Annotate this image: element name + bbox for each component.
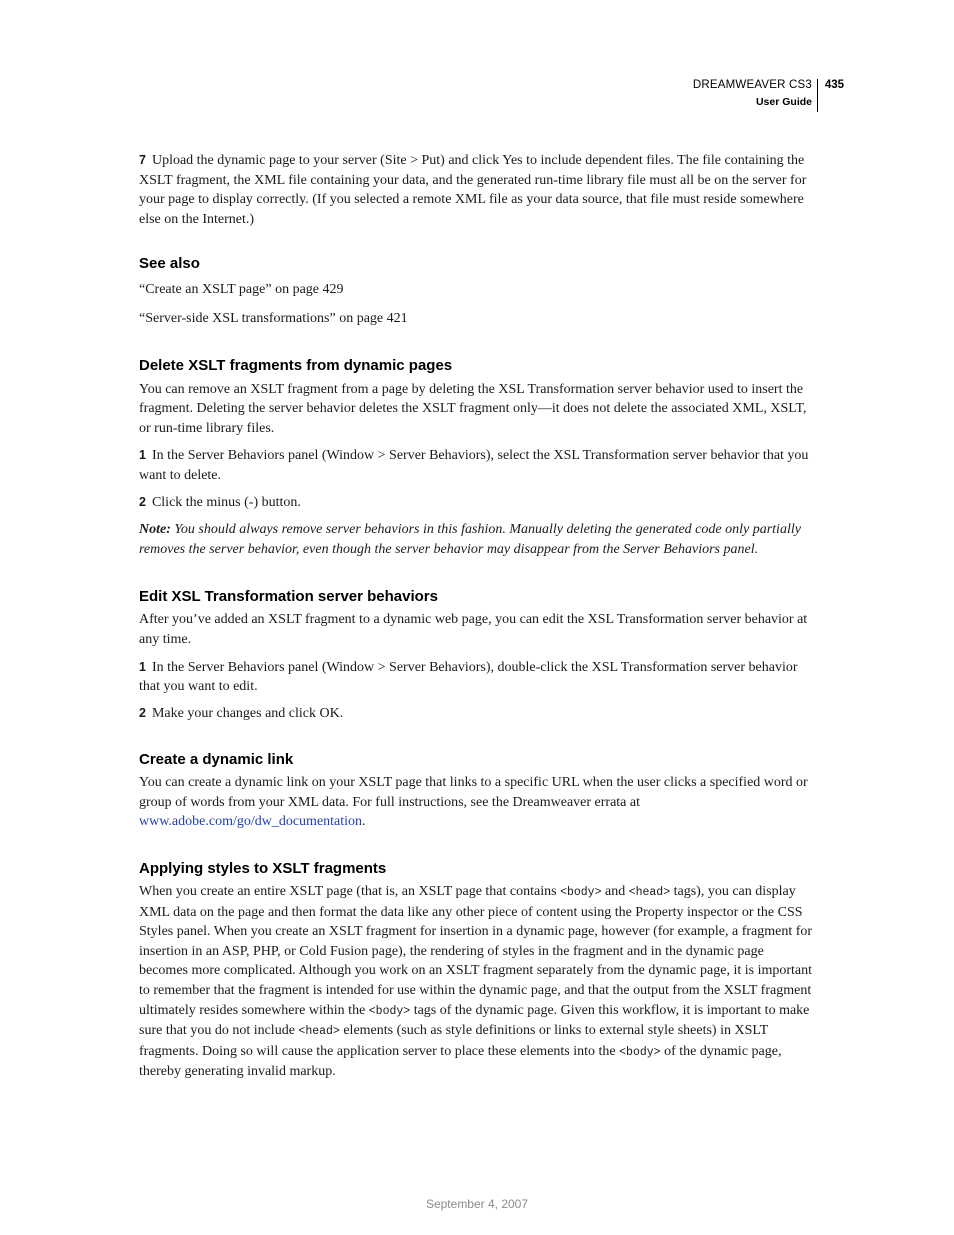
- step-7: [139, 151, 815, 229]
- edit-section-heading: Edit XSL Transformation server behaviors: [139, 588, 438, 606]
- step-number: 2: [139, 705, 146, 720]
- body-tag-code: <body>: [368, 1004, 411, 1018]
- step-number: 1: [139, 448, 146, 463]
- step-number: 2: [139, 494, 146, 509]
- body-tag-code: <body>: [560, 886, 602, 900]
- page-header: [544, 79, 844, 113]
- see-also-link-1[interactable]: “Create an XSLT page” on page 429: [139, 282, 344, 298]
- edit-intro: After you’ve added an XSLT fragment to a dynamic web page, you can edit the XSL Transformation server behavior at any time.: [139, 612, 808, 647]
- product-name: DREAMWEAVER CS3: [692, 79, 812, 91]
- delete-step-1: [139, 446, 815, 485]
- step-text: Make your changes and click OK.: [151, 705, 344, 721]
- link-intro-end: .: [362, 814, 366, 830]
- styles-section-heading: Applying styles to XSLT fragments: [139, 860, 387, 878]
- link-section-heading: Create a dynamic link: [139, 751, 294, 769]
- delete-step-2: [139, 493, 815, 513]
- note-text: You should always remove server behaviors in this fashion. Manually deleting the generated code only partially removes the server behavior, even though the server behavior may disappear from the Server Behaviors panel.: [139, 522, 801, 557]
- step-text: In the Server Behaviors panel (Window > Server Behaviors), select the XSL Transformation server behavior that you want to delete.: [139, 448, 809, 483]
- step-text: Upload the dynamic page to your server (Site > Put) and click Yes to include dependent files. The file containing the XSLT fragment, the XML file containing your data, and the generated run-time library file must all be on the server for your page to display correctly. (If you selected a remote XML file as your data source, that file must reside somewhere else on the Internet.): [139, 153, 807, 227]
- edit-step-1: [139, 658, 815, 697]
- styles-body: [139, 882, 815, 1082]
- delete-note: [139, 520, 815, 559]
- delete-intro: You can remove an XSLT fragment from a page by deleting the XSL Transformation server behavior used to insert the fragment. Deleting the server behavior deletes the XSLT fragment only—it does not delete the associated XML, XSLT, or run-time library files.: [139, 381, 807, 436]
- header-divider: [817, 79, 818, 112]
- head-tag-code: <head>: [628, 886, 671, 900]
- step-text: Click the minus (-) button.: [151, 494, 301, 510]
- delete-section-heading: Delete XSLT fragments from dynamic pages: [139, 356, 453, 374]
- see-also-link-2[interactable]: “Server-side XSL transformations” on page 421: [139, 310, 408, 326]
- head-tag-code: <head>: [298, 1025, 340, 1039]
- see-also-heading: See also: [139, 255, 200, 273]
- edit-step-2: [139, 704, 815, 724]
- styles-text: and: [604, 884, 626, 900]
- page-body: [139, 151, 815, 1082]
- body-tag-code: <body>: [619, 1045, 661, 1059]
- footer-date: September 4, 2007: [425, 1197, 529, 1211]
- documentation-link[interactable]: www.adobe.com/go/dw_documentation: [139, 814, 363, 830]
- step-number: 7: [139, 153, 146, 167]
- link-intro: [139, 773, 815, 832]
- link-intro-text: You can create a dynamic link on your XSLT page that links to a specific URL when the user clicks a specified word or group of words from your XML data. For full instructions, see the Dreamweaver errata at: [139, 775, 808, 810]
- page-number: 435: [824, 79, 844, 91]
- styles-text: tags), you can display XML data on the page and then format the data like any other piece of content using the Property inspector or the CSS Styles panel. When you create an XSLT fragment for insertion in a dynamic page, however (for example, a fragment for insertion in an ASP, PHP, or Cold Fusion page), the rendering of styles in the fragment and in the dynamic page becomes more complicated. Although you work on an XSLT fragment separately from the dynamic page, it is important to remember that the fragment is intended for use within the dynamic page, and that the output from the XSLT fragment ultimately resides somewhere within the: [139, 884, 813, 1018]
- styles-text: When you create an entire XSLT page (that is, an XSLT page that contains: [139, 884, 557, 900]
- step-number: 1: [139, 659, 146, 674]
- styles-text: elements (such as style definitions or links to external style sheets) in XSLT fragments. Doing so will cause the application server to place these elements into the: [139, 1023, 768, 1059]
- step-text: In the Server Behaviors panel (Window > Server Behaviors), double-click the XSL Transformation server behavior that you want to edit.: [139, 659, 798, 695]
- note-label: Note:: [139, 522, 171, 538]
- guide-name: User Guide: [755, 96, 812, 108]
- styles-text: of the dynamic page, thereby generating invalid markup.: [139, 1043, 782, 1080]
- styles-text: tags of the dynamic page. Given this workflow, it is important to make sure that you do not include: [139, 1002, 810, 1039]
